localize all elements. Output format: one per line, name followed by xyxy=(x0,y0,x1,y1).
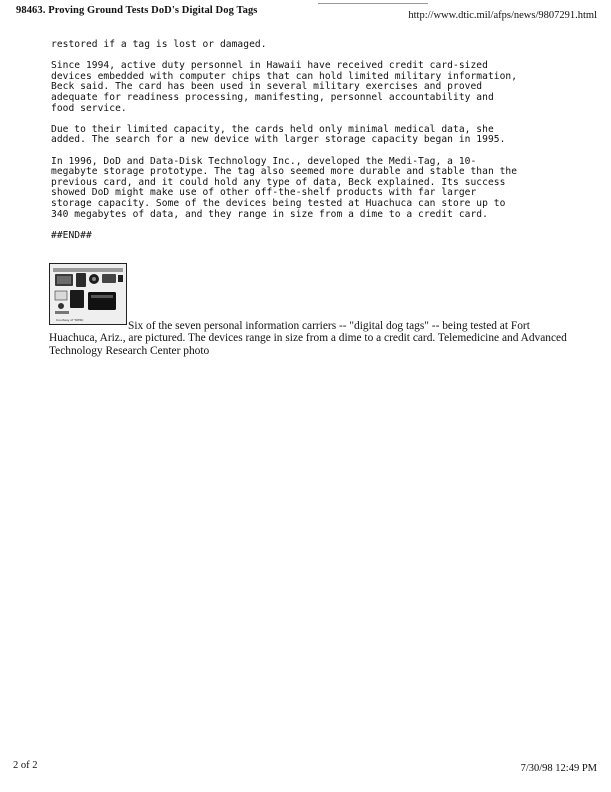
article-paragraph: Since 1994, active duty personnel in Hawaii have received credit card-sized devices embedded with computer chips that can hold limited military information, Beck said. The card has been used in several military exercises and proved adequate for readiness processing, manifesting, personnel accountability and food service. xyxy=(51,60,518,114)
article-paragraph: Due to their limited capacity, the cards held only minimal medical data, she added. The search for a new device with larger storage capacity began in 1995. xyxy=(51,123,506,146)
page-title: 98463. Proving Ground Tests DoD's Digital Dog Tags xyxy=(16,5,258,16)
dog-tags-photo xyxy=(49,263,127,325)
page-number: 2 of 2 xyxy=(13,760,38,771)
header-rule xyxy=(318,3,428,4)
article-body xyxy=(51,40,551,252)
page-url: http://www.dtic.mil/afps/news/9807291.html xyxy=(408,10,597,21)
dog-tags-photo-image xyxy=(50,264,126,324)
print-timestamp: 7/30/98 12:49 PM xyxy=(520,763,597,774)
article-paragraph: In 1996, DoD and Data-Disk Technology Inc., developed the Medi-Tag, a 10- megabyte storage prototype. The tag also seemed more durable and stable than the previous card, and it could hold any type of data, Beck explained. Its success showed DoD might make use of other off-the-shelf products with far larger storage capacity. Some of the devices being tested at Huachuca can store up to 340 megabytes of data, and they range in size from a dime to a credit card. xyxy=(51,155,518,220)
caption-continuation: Huachuca, Ariz., are pictured. The devices range in size from a dime to a credit card. Telemedicine and Advanced Technology Research Center photo xyxy=(49,332,567,357)
end-marker: ##END## xyxy=(51,229,92,241)
photo-credit: Courtesy of TATRC xyxy=(56,318,84,322)
caption-line-1: Six of the seven personal information carriers -- "digital dog tags" -- being tested at Fort xyxy=(128,320,530,332)
article-paragraph: restored if a tag is lost or damaged. xyxy=(51,39,267,50)
